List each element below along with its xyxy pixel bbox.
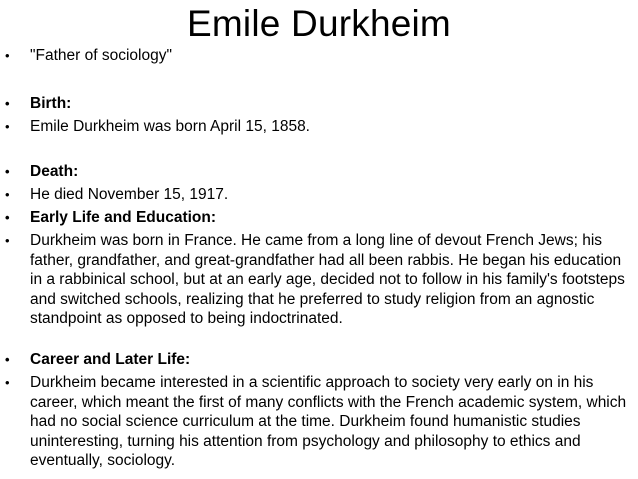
bullet-item-father-of-sociology: [0, 46, 632, 66]
bullet-text: Death:: [30, 163, 79, 180]
bullet-icon: •: [5, 375, 10, 390]
bullet-icon: •: [5, 233, 10, 248]
bullet-icon: •: [5, 352, 10, 367]
bullet-item-birth-heading: [0, 94, 632, 114]
bullet-item-career-heading: [0, 350, 632, 370]
bullet-icon: •: [5, 210, 10, 225]
bullet-text: Career and Later Life:: [30, 351, 191, 368]
bullet-icon: •: [5, 119, 10, 134]
bullet-text: He died November 15, 1917.: [30, 186, 229, 203]
bullet-item-early-life-text: [0, 231, 632, 329]
bullet-icon: •: [5, 48, 10, 63]
bullet-icon: •: [5, 96, 10, 111]
bullet-icon: •: [5, 187, 10, 202]
bullet-text: Durkheim became interested in a scientific approach to society very early on in his career, which meant the first of many conflicts with the French academic system, which had no social science curriculum at the time. Durkheim found humanistic studies uninteresting, turning his attention from psychology and philosophy to ethics and eventually, sociology.: [30, 374, 627, 469]
bullet-item-birth-date: [0, 117, 632, 137]
bullet-text: "Father of sociology": [30, 47, 172, 64]
bullet-item-early-life-heading: [0, 208, 632, 228]
slide-title: Emile Durkheim: [187, 3, 451, 44]
bullet-icon: •: [5, 164, 10, 179]
bullet-item-career-text: [0, 373, 632, 471]
bullet-item-death-heading: [0, 162, 632, 182]
bullet-text: Emile Durkheim was born April 15, 1858.: [30, 118, 310, 135]
bullet-text: Birth:: [30, 95, 72, 112]
bullet-text: Early Life and Education:: [30, 209, 217, 226]
bullet-text: Durkheim was born in France. He came from a long line of devout French Jews; his father, grandfather, and great-grandfather had all been rabbis. He began his education in a rabbinical school, but at an early age, decided not to follow in his family's footsteps and switched schools, realizing that he preferred to study religion from an agnostic standpoint as opposed to being indoctrinated.: [30, 232, 625, 327]
bullet-item-death-date: [0, 185, 632, 205]
